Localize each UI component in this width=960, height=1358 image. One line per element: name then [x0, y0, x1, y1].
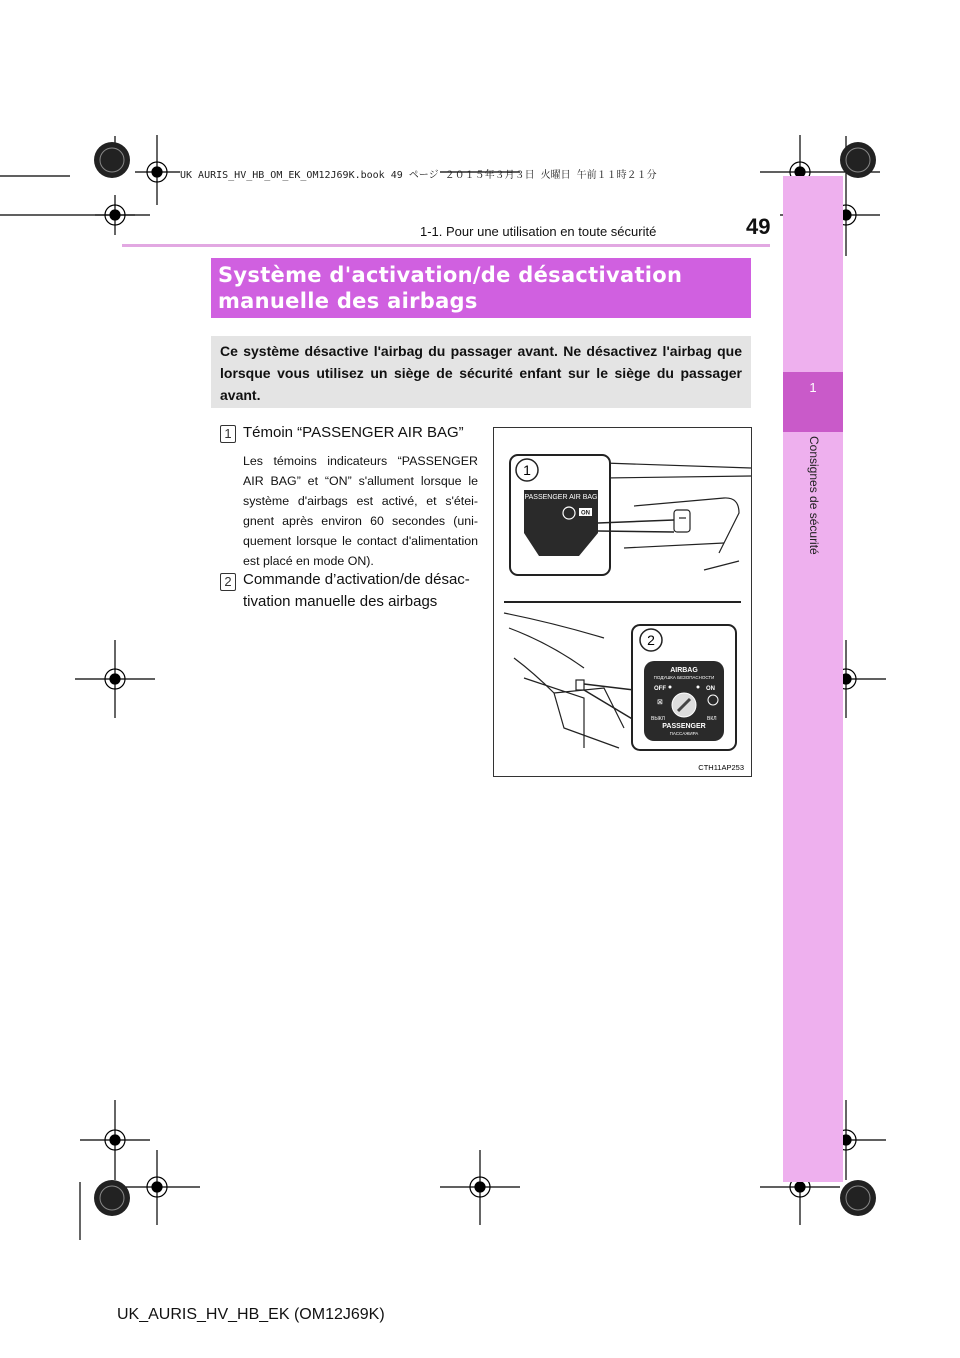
chapter-label: Consignes de sécurité [807, 436, 821, 555]
item-description-1: Les témoins indicateurs “PASSENGER AIR BAG” et “ON” s'allument lorsque le système d'airbags est activé, et s'étei-gnent après environ 60 secondes (uni-quement lorsque le contact d'alimentation est placé en mode ON). [243, 454, 478, 568]
callout-number-1: 1 [523, 462, 531, 478]
indicator-label: PASSENGER AIR BAG [524, 494, 598, 501]
header-rule [122, 244, 770, 247]
airbag-figure [493, 427, 752, 777]
switch-title-ru: ПОДУШКА БЕЗОПАСНОСТИ [653, 675, 715, 680]
dashboard-illustration [494, 428, 751, 776]
switch-title: AIRBAG [670, 667, 698, 674]
switch-off-label: OFF [654, 686, 666, 692]
chapter-number: 1 [809, 380, 817, 395]
item-title-1: Témoin “PASSENGER AIR BAG” [243, 424, 464, 441]
switch-bottom-label-ru: ПАССАЖИРА [669, 731, 699, 736]
intro-text: Ce système désactive l'airbag du passager avant. Ne désactivez l'airbag que lorsque vous utilisez un siège de sécurité enfant sur le siège du passager avant. [220, 343, 742, 403]
section-title: Système d'activation/de désactivation manuelle des airbags [218, 263, 683, 313]
item-number-1: 1 [220, 425, 236, 443]
item-number-2: 2 [220, 573, 236, 591]
callout-number-2: 2 [647, 632, 655, 648]
item-title-2: Commande d’activation/de désac-tivation manuelle des airbags [243, 571, 470, 610]
book-info-line: UK AURIS_HV_HB_OM_EK_OM12J69K.book 49 ページ ２０１５年３月３日 火曜日 午前１１時２１分 [180, 170, 657, 181]
indicator-on-label: ON [581, 510, 590, 517]
figure-code: CTH11AP253 [698, 763, 744, 772]
switch-off-label-ru: ВЫКЛ [651, 716, 665, 722]
switch-on-label-ru: ВКЛ [707, 716, 717, 722]
footer-code: UK_AURIS_HV_HB_EK (OM12J69K) [117, 1306, 385, 1323]
page-number: 49 [746, 214, 771, 239]
switch-on-label: ON [706, 686, 715, 692]
section-heading: 1-1. Pour une utilisation en toute sécurité [420, 224, 657, 239]
svg-text:⊠: ⊠ [657, 699, 663, 706]
chapter-side-tab [783, 176, 843, 1182]
switch-bottom-label: PASSENGER [662, 723, 706, 730]
